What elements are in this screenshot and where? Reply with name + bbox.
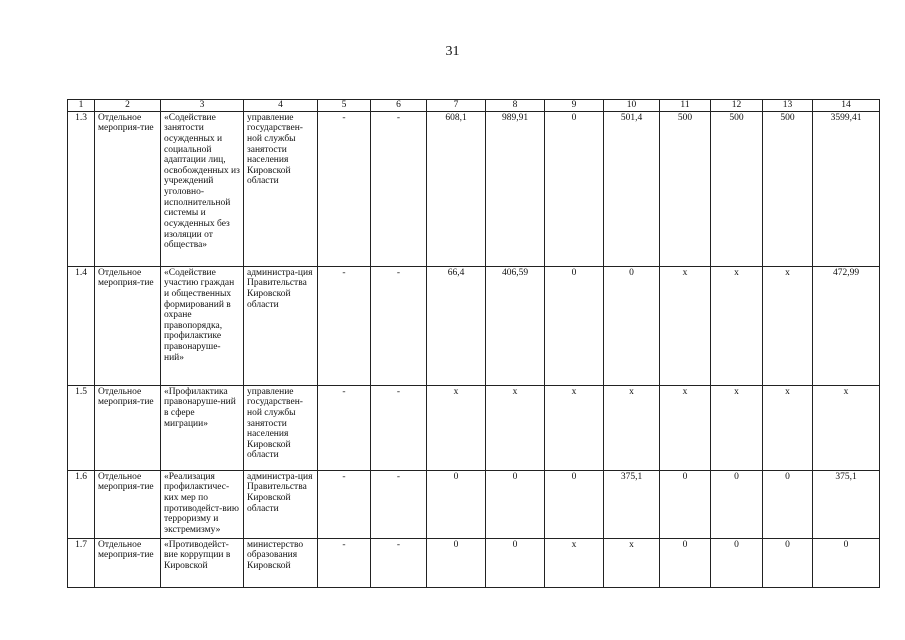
row-value: 608,1 (427, 111, 486, 266)
row-number: 1.7 (68, 538, 95, 587)
row-value: 0 (427, 470, 486, 538)
row-executor: администра-ция Правительства Кировской области (244, 266, 318, 385)
column-header: 12 (711, 100, 763, 112)
row-value: 375,1 (813, 470, 880, 538)
row-value: - (371, 538, 427, 587)
row-value: 0 (545, 266, 604, 385)
column-header: 14 (813, 100, 880, 112)
column-header: 7 (427, 100, 486, 112)
row-executor: управление государствен-ной службы занятости населения Кировской области (244, 111, 318, 266)
column-header: 13 (763, 100, 813, 112)
row-value: - (371, 266, 427, 385)
column-header: 9 (545, 100, 604, 112)
row-executor: администра-ция Правительства Кировской области (244, 470, 318, 538)
row-value: х (660, 385, 711, 470)
row-value: х (813, 385, 880, 470)
row-type: Отдельное мероприя-тие (95, 538, 161, 587)
row-value: х (763, 385, 813, 470)
row-value: х (545, 385, 604, 470)
table-row (68, 470, 880, 538)
row-value: - (371, 111, 427, 266)
row-executor: управление государствен-ной службы занятости населения Кировской области (244, 385, 318, 470)
row-value: х (604, 538, 660, 587)
row-value: 0 (604, 266, 660, 385)
row-executor: министерство образования Кировской (244, 538, 318, 587)
row-value: - (371, 385, 427, 470)
row-value: 0 (660, 470, 711, 538)
row-number: 1.6 (68, 470, 95, 538)
column-header: 10 (604, 100, 660, 112)
row-value: 0 (711, 470, 763, 538)
column-header: 6 (371, 100, 427, 112)
row-type: Отдельное мероприя-тие (95, 385, 161, 470)
header-row (68, 100, 880, 112)
row-value: 0 (711, 538, 763, 587)
row-value: 0 (813, 538, 880, 587)
row-value: 472,99 (813, 266, 880, 385)
row-number: 1.4 (68, 266, 95, 385)
table-header (68, 100, 880, 112)
row-name: «Противодейст-вие коррупции в Кировской (161, 538, 244, 587)
row-name: «Реализация профилактичес-ких мер по противодейст-вию терроризму и экстремизму» (161, 470, 244, 538)
row-value: х (604, 385, 660, 470)
column-header: 2 (95, 100, 161, 112)
row-value: - (371, 470, 427, 538)
row-value: - (318, 385, 371, 470)
column-header: 3 (161, 100, 244, 112)
row-value: 66,4 (427, 266, 486, 385)
row-value: 0 (486, 470, 545, 538)
row-name: «Содействие участию граждан и общественных формирований в охране правопорядка, профилактике правонаруше-ний» (161, 266, 244, 385)
row-value: - (318, 111, 371, 266)
page-number: 31 (445, 44, 460, 59)
column-header: 1 (68, 100, 95, 112)
row-value: х (545, 538, 604, 587)
program-table (67, 99, 880, 588)
row-value: 0 (763, 470, 813, 538)
row-value: х (711, 266, 763, 385)
row-value: - (318, 538, 371, 587)
row-value: 0 (545, 470, 604, 538)
row-number: 1.5 (68, 385, 95, 470)
column-header: 8 (486, 100, 545, 112)
row-value: х (427, 385, 486, 470)
row-value: 989,91 (486, 111, 545, 266)
row-value: х (763, 266, 813, 385)
row-value: - (318, 470, 371, 538)
row-value: 0 (763, 538, 813, 587)
row-type: Отдельное мероприя-тие (95, 470, 161, 538)
row-value: 406,59 (486, 266, 545, 385)
column-header: 4 (244, 100, 318, 112)
row-value: 0 (486, 538, 545, 587)
row-value: 3599,41 (813, 111, 880, 266)
row-type: Отдельное мероприя-тие (95, 111, 161, 266)
row-value: 500 (660, 111, 711, 266)
row-value: 500 (763, 111, 813, 266)
row-value: 375,1 (604, 470, 660, 538)
table-body (68, 111, 880, 587)
row-name: «Содействие занятости осужденных и социальной адаптации лиц, освобожденных из учреждений уголовно-исполнительной системы и осужденных без изоляции от общества» (161, 111, 244, 266)
table-row (68, 385, 880, 470)
table-row (68, 538, 880, 587)
column-header: 11 (660, 100, 711, 112)
row-value: х (660, 266, 711, 385)
table-row (68, 111, 880, 266)
table-row (68, 266, 880, 385)
row-value: 0 (427, 538, 486, 587)
column-header: 5 (318, 100, 371, 112)
row-value: 0 (660, 538, 711, 587)
row-name: «Профилактика правонаруше-ний в сфере миграции» (161, 385, 244, 470)
row-value: - (318, 266, 371, 385)
row-number: 1.3 (68, 111, 95, 266)
row-type: Отдельное мероприя-тие (95, 266, 161, 385)
row-value: 501,4 (604, 111, 660, 266)
row-value: 500 (711, 111, 763, 266)
row-value: х (711, 385, 763, 470)
row-value: х (486, 385, 545, 470)
row-value: 0 (545, 111, 604, 266)
